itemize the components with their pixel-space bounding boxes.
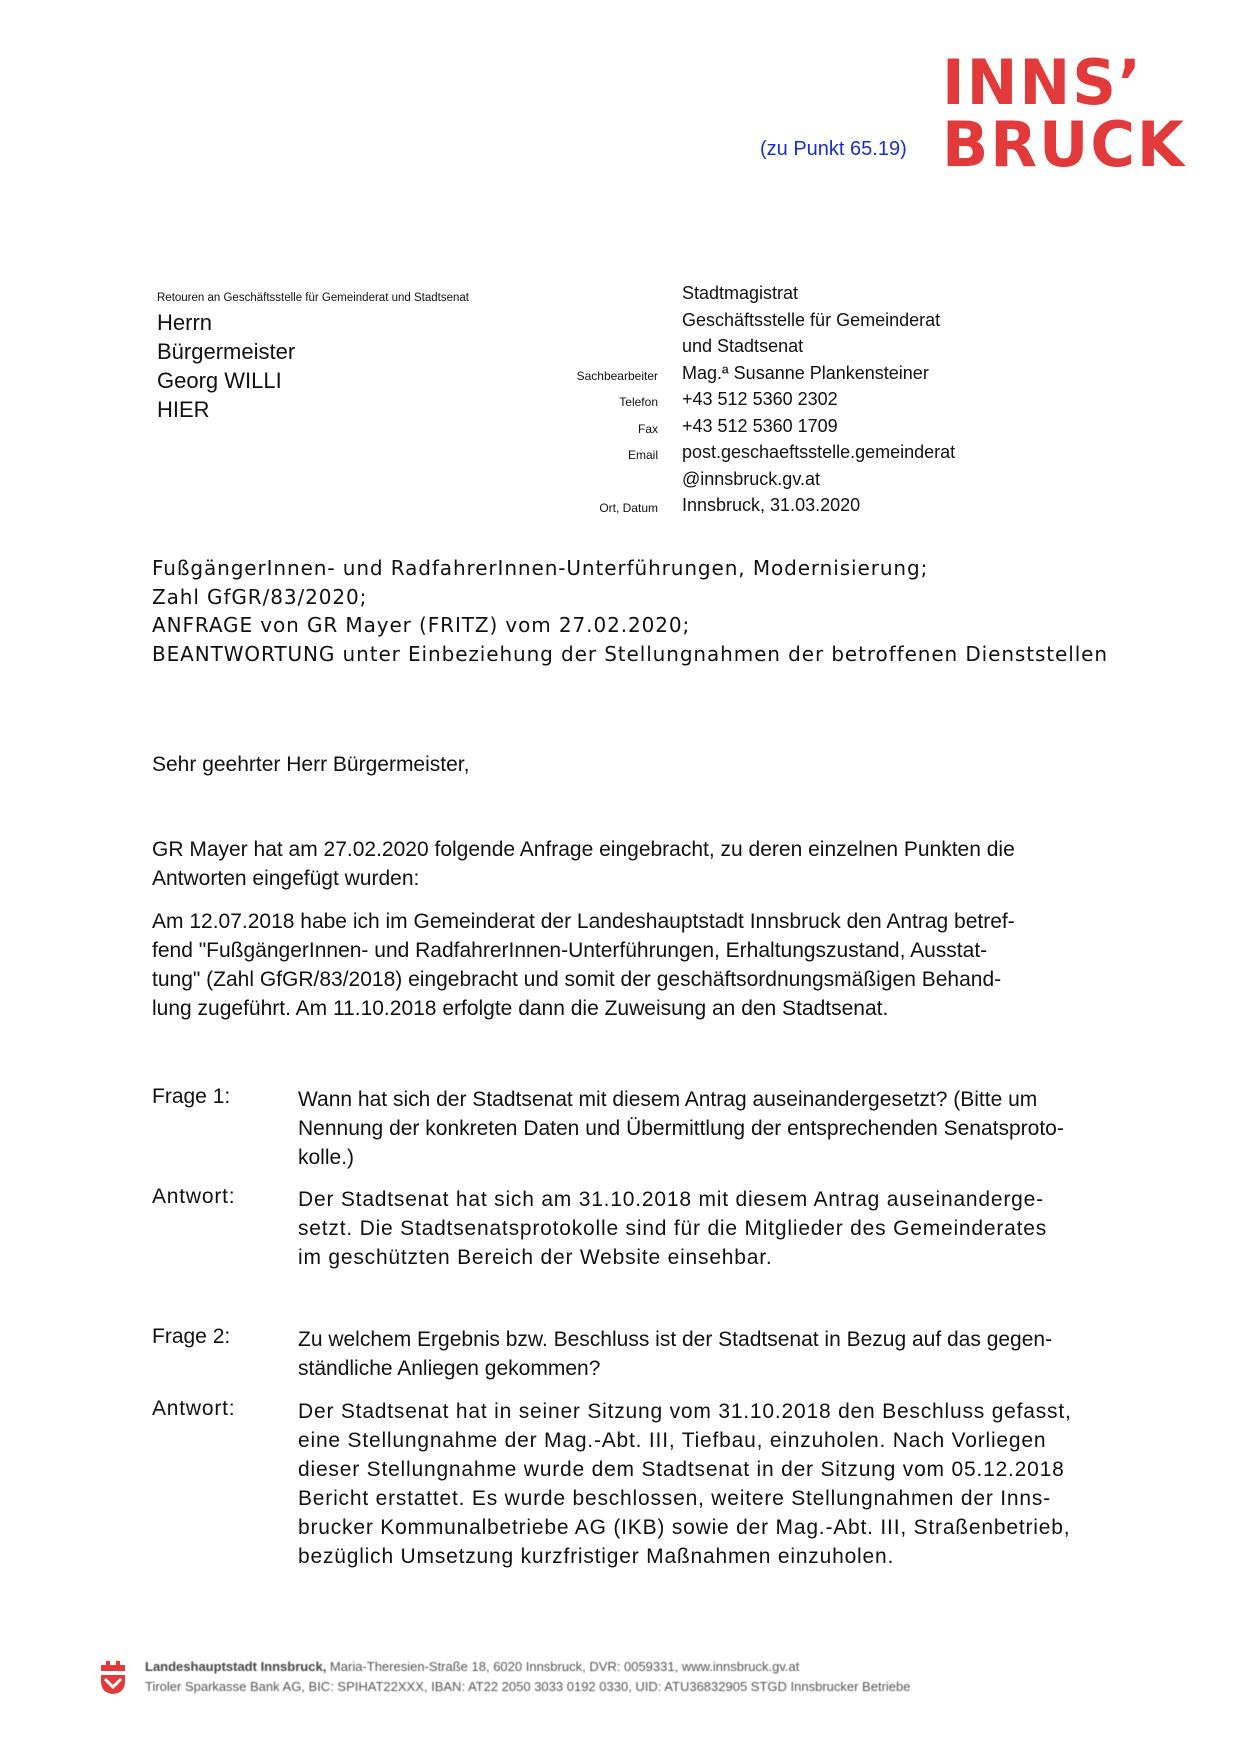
intro-paragraph [152, 835, 1132, 893]
city-crest-icon [100, 1659, 126, 1695]
recipient-line: HIER [157, 397, 210, 422]
recipient-line: Herrn [157, 310, 213, 335]
question-label: Frage 1: [152, 1085, 231, 1108]
fax-number: +43 512 5360 1709 [682, 415, 838, 436]
sender-value: Stadtmagistrat [682, 283, 799, 303]
phone-number: +43 512 5360 2302 [682, 389, 838, 409]
answer-line: Bericht erstattet. Es wurde beschlossen, weitere Stellungnahmen der Inns- [298, 1487, 1051, 1510]
place-date: Innsbruck, 31.03.2020 [682, 495, 861, 515]
answer-line: im geschützten Bereich der Website einsehbar. [298, 1246, 773, 1269]
recipient-block [157, 308, 295, 424]
question-text [298, 1085, 1064, 1172]
answer-text [298, 1397, 1072, 1571]
answer-label: Antwort: [152, 1397, 236, 1420]
answer-label: Antwort: [152, 1185, 236, 1208]
sender-row [500, 495, 1020, 522]
footer-address-line [145, 1659, 799, 1674]
paragraph-line: GR Mayer hat am 27.02.2020 folgende Anfrage eingebracht, zu deren einzelnen Punkten die [152, 838, 1015, 861]
sender-row [500, 416, 1020, 443]
sender-block [500, 283, 1020, 522]
email-address: post.geschaeftsstelle.gemeinderat [682, 442, 956, 462]
subject-line: FußgängerInnen- und RadfahrerInnen-Unterführungen, Modernisierung; [152, 556, 929, 580]
question-line: kolle.) [298, 1146, 355, 1169]
footer-bank-line: Tiroler Sparkasse Bank AG, BIC: SPIHAT22XXX, IBAN: AT22 2050 3033 0192 0330, UID: ATU36832905 STGD Innsbrucker Betriebe [145, 1679, 911, 1694]
question-line: Wann hat sich der Stadtsenat mit diesem Antrag auseinandergesetzt? (Bitte um [298, 1088, 1038, 1111]
answer-line: setzt. Die Stadtsenatsprotokolle sind für die Mitglieder des Gemeinderates [298, 1217, 1048, 1240]
subject-line: Zahl GfGR/83/2020; [152, 584, 368, 609]
request-paragraph [152, 907, 1132, 1023]
question-label: Frage 2: [152, 1325, 231, 1348]
recipient-line: Bürgermeister [157, 339, 296, 364]
sender-row [500, 363, 1020, 390]
question-line: Nennung der konkreten Daten und Übermittlung der entsprechenden Senatsproto- [298, 1117, 1064, 1140]
question-text [298, 1325, 1052, 1383]
answer-line: bezüglich Umsetzung kurzfristiger Maßnahmen einzuholen. [298, 1545, 895, 1568]
sender-row [500, 469, 1020, 496]
answer-text [298, 1185, 1047, 1272]
paragraph-line: tung" (Zahl GfGR/83/2018) eingebracht und somit der geschäftsordnungsmäßigen Behand- [152, 968, 1002, 991]
paragraph-line: Am 12.07.2018 habe ich im Gemeinderat der Landeshauptstadt Innsbruck den Antrag betref- [152, 910, 1015, 933]
answer-line: eine Stellungnahme der Mag.-Abt. III, Tiefbau, einzuholen. Nach Vorliegen [298, 1429, 1047, 1452]
footer [100, 1657, 1150, 1707]
answer-line: dieser Stellungnahme wurde dem Stadtsenat in der Sitzung vom 05.12.2018 [298, 1458, 1065, 1481]
sender-value: Geschäftsstelle für Gemeinderat [682, 309, 941, 330]
sender-row [500, 283, 1020, 310]
paragraph-line: lung zugeführt. Am 11.10.2018 erfolgte dann die Zuweisung an den Stadtsenat. [152, 997, 889, 1020]
sender-row [500, 310, 1020, 337]
return-address-line: Retouren an Geschäftsstelle für Gemeinderat und Stadtsenat [157, 292, 469, 304]
sender-label: Fax [637, 421, 658, 436]
question-line: Zu welchem Ergebnis bzw. Beschluss ist der Stadtsenat in Bezug auf das gegen- [298, 1328, 1053, 1351]
recipient-line: Georg WILLI [157, 368, 282, 393]
sender-label: Email [627, 448, 658, 462]
subject-line: ANFRAGE von GR Mayer (FRITZ) vom 27.02.2020; [152, 613, 691, 637]
answer-line: Der Stadtsenat hat sich am 31.10.2018 mit diesem Antrag auseinanderge- [298, 1188, 1044, 1211]
email-domain: @innsbruck.gv.at [682, 468, 820, 489]
subject-line: BEANTWORTUNG unter Einbeziehung der Stellungnahmen der betroffenen Dienststellen [152, 641, 1108, 666]
sender-row [500, 336, 1020, 363]
logo-line-1: INNS’ [942, 46, 1143, 119]
salutation: Sehr geehrter Herr Bürgermeister, [152, 753, 470, 776]
paragraph-line: fend "FußgängerInnen- und RadfahrerInnen-Unterführungen, Erhaltungszustand, Ausstat- [152, 939, 988, 962]
question-line: ständliche Anliegen gekommen? [298, 1357, 601, 1380]
logo-line-2: BRUCK [942, 108, 1186, 181]
answer-line: brucker Kommunalbetriebe AG (IKB) sowie der Mag.-Abt. III, Straßenbetrieb, [298, 1516, 1071, 1539]
sender-row [500, 389, 1020, 416]
subject-block [152, 554, 1108, 668]
sender-value: Mag.ª Susanne Plankensteiner [682, 362, 929, 383]
sender-value: und Stadtsenat [682, 336, 804, 356]
city-logo [942, 46, 1192, 182]
answer-line: Der Stadtsenat hat in seiner Sitzung vom 31.10.2018 den Beschluss gefasst, [298, 1400, 1072, 1423]
paragraph-line: Antworten eingefügt wurden: [152, 867, 420, 890]
footer-org-name: Landeshauptstadt Innsbruck, [145, 1659, 327, 1674]
sender-label: Ort, Datum [599, 501, 658, 515]
sender-label: Sachbearbeiter [576, 368, 658, 383]
footer-address: Maria-Theresien-Straße 18, 6020 Innsbruck, DVR: 0059331, www.innsbruck.gv.at [326, 1659, 800, 1674]
reference-note: (zu Punkt 65.19) [760, 138, 907, 160]
sender-label: Telefon [619, 395, 658, 409]
sender-row [500, 442, 1020, 469]
